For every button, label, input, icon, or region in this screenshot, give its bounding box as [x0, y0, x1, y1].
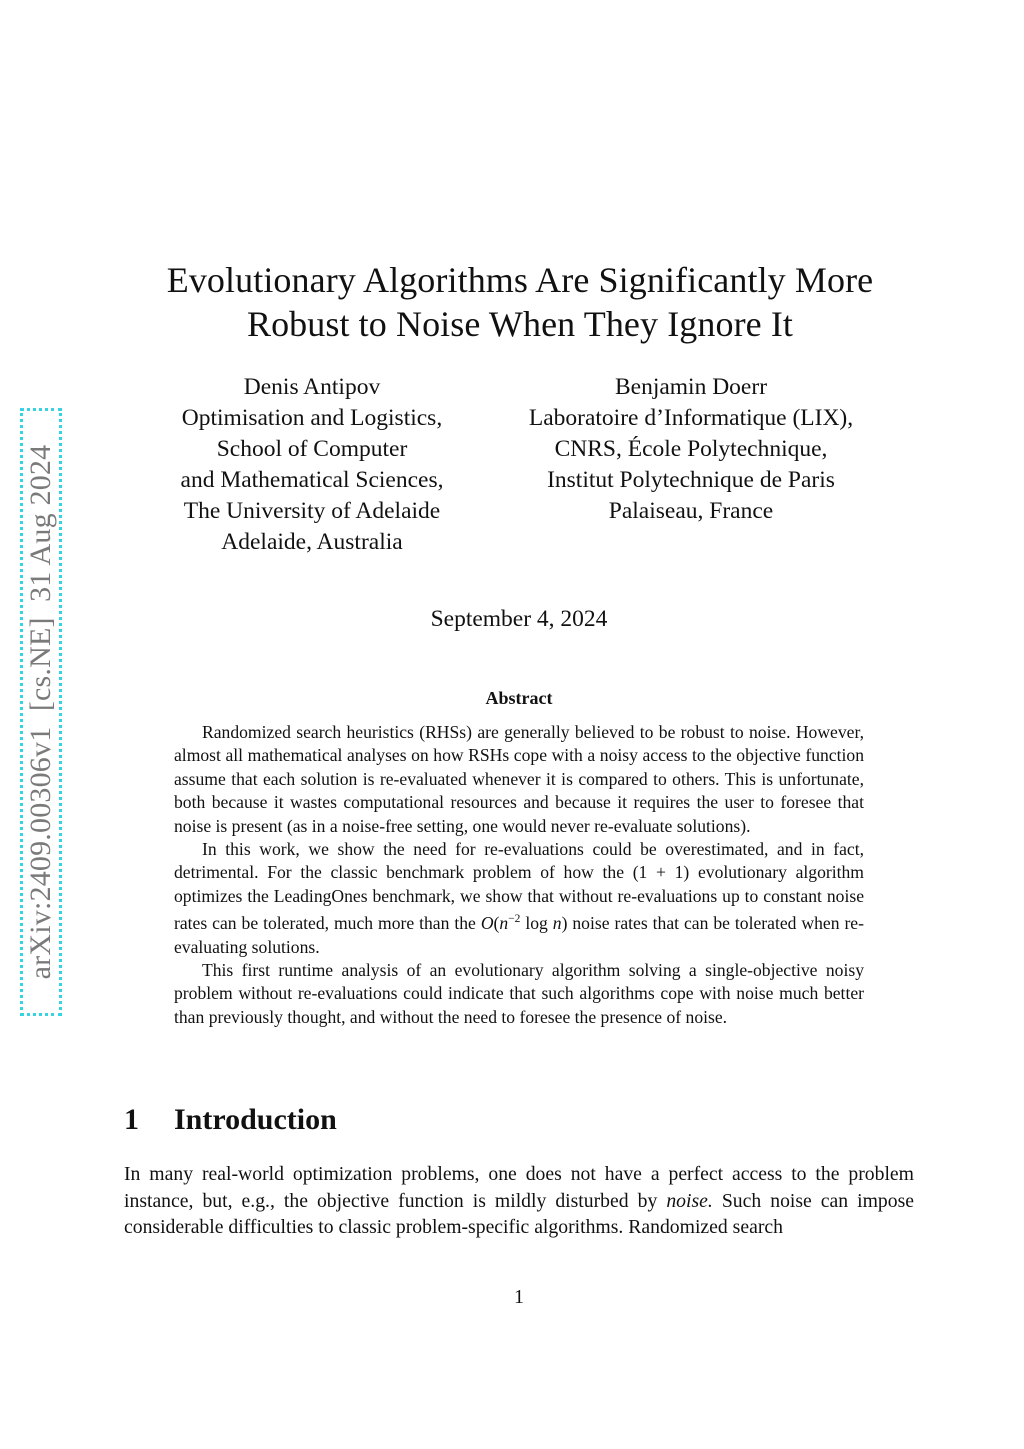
author-affiliation-line: Palaiseau, France	[608, 498, 774, 524]
author-name: Benjamin Doerr	[614, 374, 768, 400]
arxiv-category: [cs.NE]	[24, 617, 57, 712]
author-affiliation-line: Optimisation and Logistics,	[181, 405, 443, 431]
math-big-o: O	[480, 913, 494, 934]
author-affiliation-line: Adelaide, Australia	[221, 529, 403, 555]
abstract-paragraph: Randomized search heuristics (RHSs) are generally believed to be robust to noise. However, almost all mathematical analyses on how RSHs cope with a noisy access to the objective function assume that each solution is re-evaluated whenever it is compared to others. This is unfortunate, both because it wastes computational resources and because it requires the user to foresee that noise is present (as in a noise-free setting, one would never re-evaluate solutions).	[174, 722, 864, 836]
intro-paragraph	[124, 1161, 914, 1241]
abstract-paragraph-text: noise rates that can be tolerated when re-evaluating solutions.	[174, 913, 864, 957]
arxiv-stamp	[21, 412, 61, 1012]
author-affiliation-line: The University of Adelaide	[183, 498, 441, 524]
author-block-antipov	[152, 372, 472, 558]
arxiv-id: arXiv:2409.00306v1	[24, 726, 57, 980]
intro-text: In many real-world optimization problems, one does not have a perfect access to the problem instance, but, e.g., the objective function is mildly disturbed by	[124, 1163, 914, 1212]
author-name: Denis Antipov	[243, 374, 381, 400]
author-affiliation-line: Institut Polytechnique de Paris	[547, 467, 835, 493]
author-block-doerr	[500, 372, 882, 527]
intro-body	[124, 1161, 914, 1241]
arxiv-date: 31 Aug 2024	[24, 444, 57, 602]
math-paren: (	[493, 913, 500, 934]
math-log: log	[520, 913, 553, 934]
abstract-paragraph	[174, 838, 864, 959]
abstract-body	[174, 721, 864, 1029]
section-heading	[124, 1103, 337, 1137]
intro-text: Such noise can impose considerable difficulties to classic problem-specific algorithms. Randomized search	[124, 1189, 914, 1238]
author-affiliation-line: CNRS, École Polytechnique,	[554, 436, 828, 462]
math-paren: )	[561, 913, 568, 934]
section-title: Introduction	[174, 1103, 337, 1136]
author-affiliation-line: School of Computer	[216, 436, 408, 462]
abstract-paragraph-text: In this work, we show the need for re-evaluations could be overestimated, and in fact, detrimental. For the classic benchmark problem of how the (1 + 1) evolutionary algorithm optimizes the LeadingOnes benchmark, we show that without re-evaluations up to constant noise rates can be tolerated, much more than the	[174, 839, 864, 934]
paper-date: September 4, 2024	[430, 606, 608, 632]
paper-title-line-2: Robust to Noise When They Ignore It	[246, 304, 794, 344]
author-affiliation-line: and Mathematical Sciences,	[180, 467, 444, 493]
math-var-n: n	[552, 913, 562, 934]
abstract-heading: Abstract	[485, 688, 553, 708]
math-var-n: n	[499, 913, 509, 934]
intro-emphasis: noise.	[666, 1189, 713, 1212]
section-number: 1	[124, 1103, 139, 1136]
paper-title-line-1: Evolutionary Algorithms Are Significantly More	[166, 260, 874, 300]
author-affiliation-line: Laboratoire d’Informatique (LIX),	[528, 405, 854, 431]
page-number: 1	[514, 1286, 524, 1308]
abstract-paragraph: This first runtime analysis of an evolutionary algorithm solving a single-objective noisy problem without re-evaluations could indicate that such algorithms cope with noise much better than previously thought, and without the need to foresee the presence of noise.	[174, 959, 864, 1027]
math-exponent: −2	[508, 913, 521, 926]
